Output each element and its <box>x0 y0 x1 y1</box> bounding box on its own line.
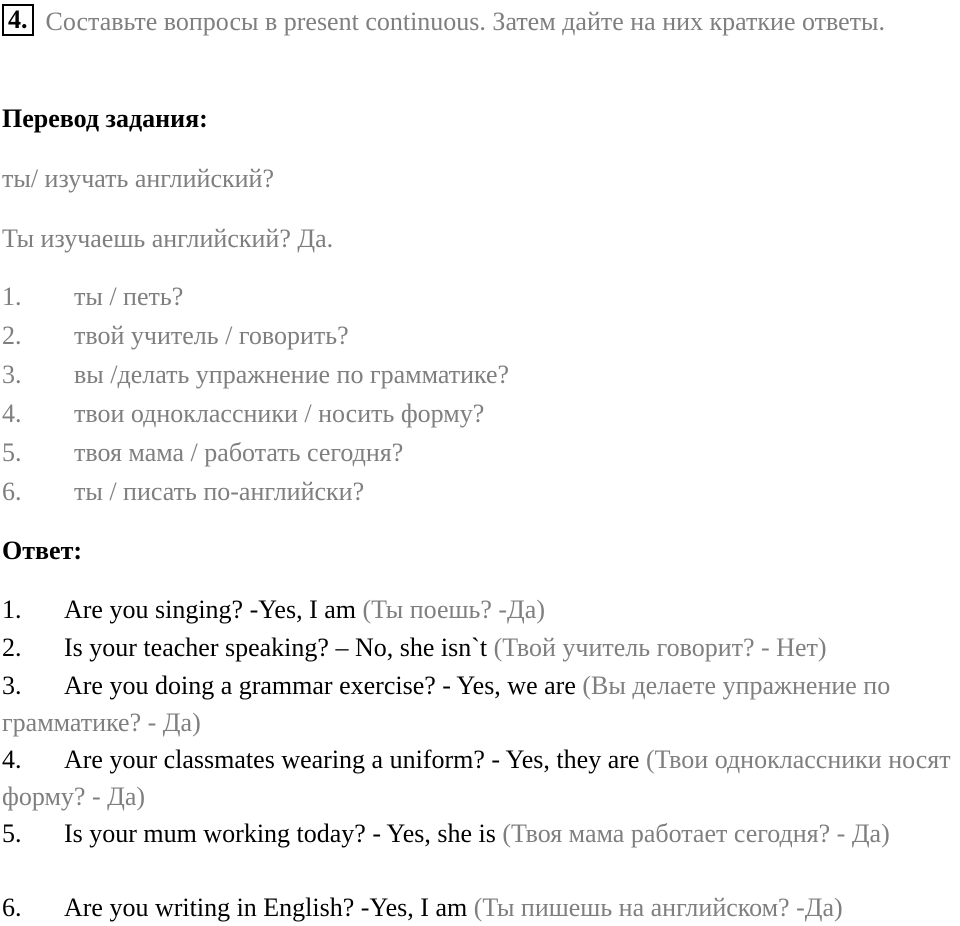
answer-item-number: 1. <box>2 595 22 624</box>
translation-item-number: 1. <box>2 282 22 311</box>
answer-item-number: 5. <box>2 819 22 848</box>
answer-item-number: 3. <box>2 671 22 700</box>
translation-item-number: 4. <box>2 399 22 428</box>
translation-item <box>2 321 349 351</box>
task-header <box>2 2 952 42</box>
answer-english: Are you doing a grammar exercise? - Yes, we are <box>64 671 576 700</box>
answer-item <box>2 741 958 815</box>
answer-english: Are your classmates wearing a uniform? - Yes, they are <box>64 745 640 774</box>
translation-item-text: твой учитель / говорить? <box>74 321 349 350</box>
translation-item-number: 6. <box>2 477 22 506</box>
answer-russian: (Ты пишешь на английском? -Да) <box>473 893 843 922</box>
translation-item <box>2 282 183 312</box>
answer-item-number: 6. <box>2 893 22 922</box>
translation-item-text: ты / писать по-английски? <box>74 477 365 506</box>
translation-item <box>2 477 364 507</box>
answer-russian: (Твои одноклассники носят форму? - Да) <box>2 745 951 811</box>
translation-item <box>2 399 484 429</box>
translation-item-text: ты / петь? <box>74 282 184 311</box>
task-instruction: Составьте вопросы в present continuous. Затем дайте на них краткие ответы. <box>45 7 886 36</box>
answer-russian: (Ты поешь? -Да) <box>362 595 545 624</box>
answer-item <box>2 815 958 852</box>
answer-russian: (Твой учитель говорит? - Нет) <box>493 633 827 662</box>
translation-example: Ты изучаешь английский? Да. <box>2 224 334 253</box>
task-number-box: 4. <box>2 4 34 36</box>
translation-item-number: 2. <box>2 321 22 350</box>
translation-item <box>2 360 509 390</box>
translation-item-text: твои одноклассники / носить форму? <box>74 399 485 428</box>
answer-russian: (Твоя мама работает сегодня? - Да) <box>502 819 890 848</box>
translation-item-number: 3. <box>2 360 22 389</box>
answer-english: Is your teacher speaking? – No, she isn`t <box>64 633 488 662</box>
answer-item <box>2 629 958 666</box>
answer-item <box>2 889 958 926</box>
answer-russian: (Вы делаете упражнение по грамматике? - Да) <box>2 671 891 737</box>
answer-item-number: 2. <box>2 633 22 662</box>
answer-english: Are you writing in English? -Yes, I am <box>64 893 468 922</box>
translation-item-text: вы /делать упражнение по грамматике? <box>74 360 510 389</box>
answer-item <box>2 591 958 628</box>
translation-item <box>2 438 403 468</box>
answer-english: Is your mum working today? - Yes, she is <box>64 819 496 848</box>
translation-item-number: 5. <box>2 438 22 467</box>
answer-item <box>2 667 958 741</box>
translation-heading: Перевод задания: <box>2 104 208 133</box>
answer-english: Are you singing? -Yes, I am <box>64 595 356 624</box>
answer-heading: Ответ: <box>2 536 83 565</box>
translation-prompt: ты/ изучать английский? <box>2 164 274 193</box>
translation-item-text: твоя мама / работать сегодня? <box>74 438 404 467</box>
answer-item-number: 4. <box>2 745 22 774</box>
